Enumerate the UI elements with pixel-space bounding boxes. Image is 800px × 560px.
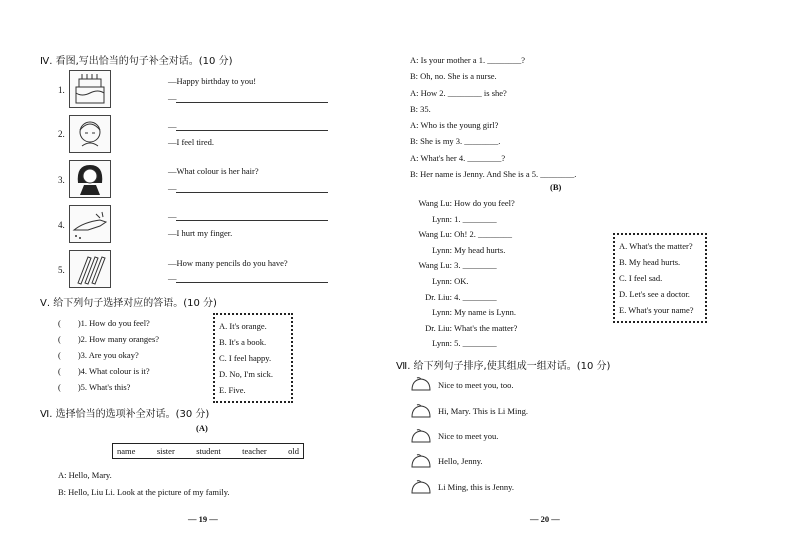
- dialog-b-text-3[interactable]: Oh! 2. ________: [454, 229, 512, 240]
- sort-item-2: Hi, Mary. This is Li Ming.: [438, 406, 528, 416]
- item-5-line2: —: [168, 273, 177, 283]
- word-sister: sister: [156, 446, 175, 456]
- item-2-line1: —: [168, 121, 177, 131]
- item-3-number: 3.: [58, 175, 65, 185]
- peach-icon[interactable]: [410, 428, 432, 444]
- item-3-line1: —What colour is her hair?: [168, 166, 259, 176]
- item-1-line1: —Happy birthday to you!: [168, 76, 257, 86]
- matching-questions: [58, 315, 159, 395]
- dialog-b-options-box: [613, 233, 707, 323]
- answer-c: C. I feel happy.: [219, 353, 272, 363]
- girl-hair-image: [69, 160, 111, 198]
- question-3[interactable]: ( )3. Are you okay?: [58, 350, 139, 360]
- sort-item-3: Nice to meet you.: [438, 431, 499, 441]
- item-3-answer-line[interactable]: [176, 192, 328, 193]
- word-teacher: teacher: [242, 446, 267, 456]
- dialog-b-text-7[interactable]: 4. ________: [454, 291, 497, 302]
- word-student: student: [196, 446, 221, 456]
- page-number-right: — 20 —: [530, 514, 560, 524]
- dialog-b-speaker-6: Lynn:: [432, 275, 452, 286]
- peach-icon[interactable]: [410, 479, 432, 495]
- dialog-b-text-4: My head hurts.: [454, 244, 506, 255]
- pencils-image: [69, 250, 111, 288]
- item-2-number: 2.: [58, 129, 65, 139]
- dialog-a-r5: A: Who is the young girl?: [410, 120, 499, 131]
- dialog-b-speaker-7: Dr. Liu:: [425, 291, 452, 302]
- sort-item-1: Nice to meet you, too.: [438, 380, 514, 390]
- dialog-b-speaker-5: Wang Lu:: [418, 260, 452, 271]
- item-5-number: 5.: [58, 265, 65, 275]
- section-7-heading: Ⅶ. 给下列句子排序,使其组成一组对话。(10 分): [396, 361, 611, 372]
- dialog-a-continued: [410, 52, 576, 182]
- section-4-heading: Ⅳ. 看图,写出恰当的句子补全对话。(10 分): [40, 56, 233, 67]
- dialog-b-text-2[interactable]: 1. ________: [454, 213, 497, 224]
- dialog-a-r1[interactable]: A: Is your mother a 1. ________?: [410, 55, 525, 65]
- dialog-a-r8[interactable]: B: Her name is Jenny. And She is a 5. ________.: [410, 169, 577, 180]
- item-1-answer-line[interactable]: [176, 102, 328, 103]
- word-old: old: [288, 446, 299, 456]
- peach-icon[interactable]: [410, 453, 432, 469]
- dialog-b-speaker-2: Lynn:: [432, 213, 452, 224]
- peach-icon[interactable]: [410, 376, 432, 392]
- birthday-cake-image: [69, 70, 111, 108]
- item-4-line1: —: [168, 211, 177, 221]
- dialog-a-r4: B: 35.: [410, 103, 431, 114]
- section-5-heading: Ⅴ. 给下列句子选择对应的答语。(10 分): [40, 298, 217, 309]
- part-a-label: (A): [196, 423, 208, 433]
- option-b-c: C. I feel sad.: [619, 273, 663, 283]
- dialog-b-speaker-8: Lynn:: [432, 307, 452, 318]
- word-bank: [112, 443, 304, 459]
- dialog-b-speaker-1: Wang Lu:: [418, 198, 452, 208]
- dialog-b-text-5[interactable]: 3. ________: [454, 260, 497, 271]
- dialog-a-r6[interactable]: B: She is my 3. ________.: [410, 136, 501, 147]
- item-2-line2: —I feel tired.: [168, 137, 215, 147]
- word-name: name: [117, 446, 136, 456]
- item-4-number: 4.: [58, 220, 65, 230]
- question-4[interactable]: ( )4. What colour is it?: [58, 366, 150, 376]
- sort-item-5: Li Ming, this is Jenny.: [438, 482, 514, 492]
- dialog-b-text-10[interactable]: 5. ________: [454, 338, 497, 349]
- dialog-b-text-1: How do you feel?: [454, 198, 515, 208]
- option-b-d: D. Let's see a doctor.: [619, 289, 690, 299]
- dialog-b-text-6: OK.: [454, 275, 469, 286]
- dialog-a-line-1: A: Hello, Mary.: [58, 470, 112, 480]
- part-b-label: (B): [550, 182, 562, 192]
- answer-d: D. No, I'm sick.: [219, 369, 273, 379]
- hurt-finger-image: [69, 205, 111, 243]
- item-5-answer-line[interactable]: [176, 282, 328, 283]
- item-4-line2: —I hurt my finger.: [168, 228, 233, 238]
- page-number-left: — 19 —: [188, 514, 218, 524]
- sort-item-4: Hello, Jenny.: [438, 456, 483, 466]
- answer-a: A. It's orange.: [219, 321, 267, 331]
- question-2[interactable]: ( )2. How many oranges?: [58, 334, 160, 344]
- section-6-heading: Ⅵ. 选择恰当的选项补全对话。(30 分): [40, 409, 210, 420]
- option-b-e: E. What's your name?: [619, 305, 694, 315]
- dialog-b-text-8: My name is Lynn.: [454, 307, 516, 318]
- item-3-line2: —: [168, 183, 177, 193]
- dialog-b-speaker-10: Lynn:: [432, 338, 452, 349]
- option-b-a: A. What's the matter?: [619, 241, 693, 251]
- dialog-a-r7[interactable]: A: What's her 4. ________?: [410, 152, 506, 163]
- dialog-b-text-9: What's the matter?: [453, 322, 518, 333]
- matching-answers-box: [213, 313, 293, 403]
- question-1[interactable]: ( )1. How do you feel?: [58, 318, 150, 328]
- item-2-answer-line[interactable]: [176, 130, 328, 131]
- dialog-b-speaker-3: Wang Lu:: [418, 229, 452, 240]
- peach-icon[interactable]: [410, 403, 432, 419]
- answer-e: E. Five.: [219, 385, 246, 395]
- option-b-b: B. My head hurts.: [619, 257, 681, 267]
- question-5[interactable]: ( )5. What's this?: [58, 382, 131, 392]
- dialog-a-line-2: B: Hello, Liu Li. Look at the picture of my family.: [58, 487, 230, 497]
- item-4-answer-line[interactable]: [176, 220, 328, 221]
- dialog-b: [410, 196, 610, 352]
- dialog-b-speaker-4: Lynn:: [432, 244, 452, 255]
- item-5-line1: —How many pencils do you have?: [168, 258, 288, 268]
- answer-b: B. It's a book.: [219, 337, 267, 347]
- tired-girl-image: [69, 115, 111, 153]
- item-1-line2: —: [168, 93, 177, 103]
- item-1-number: 1.: [58, 85, 65, 95]
- dialog-a-r3[interactable]: A: How 2. ________ is she?: [410, 87, 507, 98]
- dialog-b-speaker-9: Dr. Liu:: [425, 322, 452, 333]
- dialog-a-r2: B: Oh, no. She is a nurse.: [410, 71, 497, 82]
